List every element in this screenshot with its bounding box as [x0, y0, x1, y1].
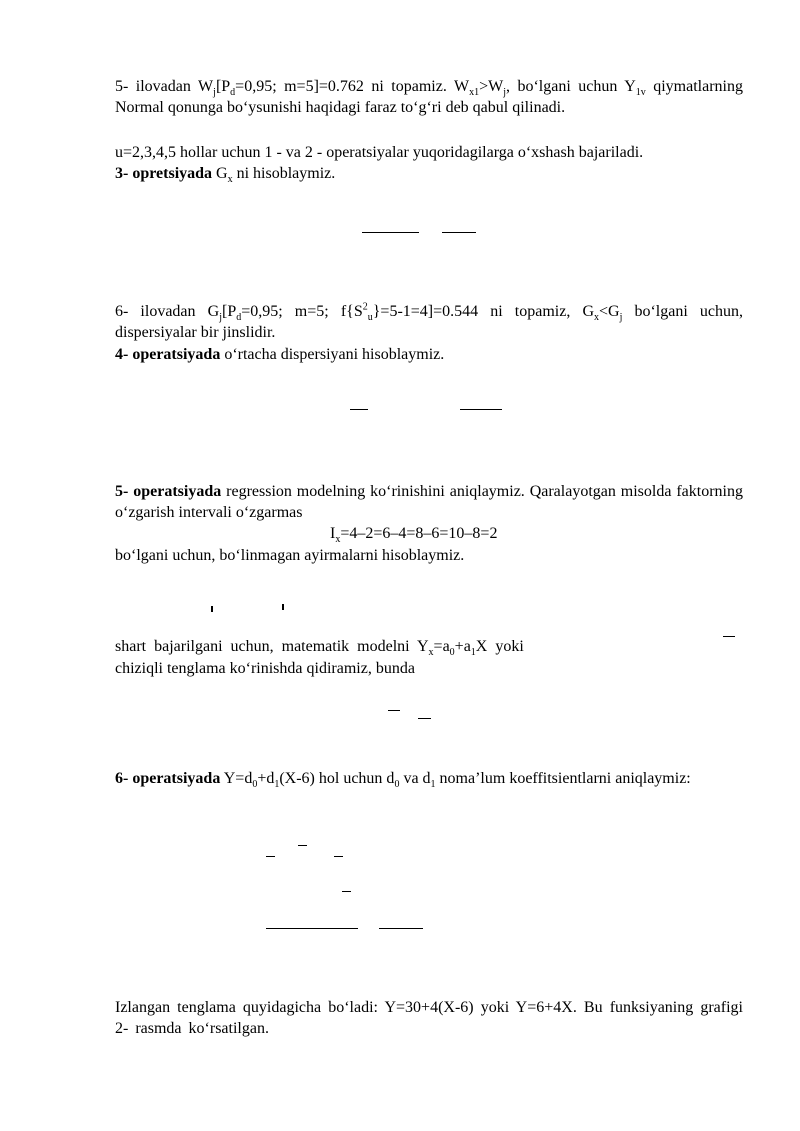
text: G: [212, 165, 228, 182]
formula-bar: [298, 845, 307, 846]
text: +d: [257, 770, 275, 787]
formula-bar: [342, 891, 351, 892]
text: <G: [599, 303, 620, 320]
step-heading: 4- operatsiyada: [115, 346, 221, 363]
formula-mark: [211, 606, 213, 612]
subscript: 1: [470, 647, 476, 659]
subscript: 0: [252, 779, 258, 791]
subscript: 1: [274, 779, 280, 791]
formula-bar: [418, 718, 431, 719]
subscript: j: [213, 87, 216, 99]
superscript: 2: [362, 301, 368, 313]
text: qiymatlarning Normal qonunga bo‘ysunishi haqidagi faraz to‘g‘ri deb qabul qilinadi.: [115, 78, 743, 116]
text: 6- ilovadan G: [115, 303, 220, 320]
text: Izlangan tenglama quyidagicha bo‘ladi: Y=30+4(X-6) yoki Y=6+4X. Bu funksiyaning grafigi 2- rasmda ko‘rsatilgan.: [115, 999, 743, 1037]
subscript: 0: [394, 779, 400, 791]
text: =a: [433, 638, 450, 655]
text: regression modelning ko‘rinishini aniqlaymiz. Qaralayotgan misolda faktorning o‘zgarish intervali o‘zgarmas: [115, 483, 744, 521]
text: shart bajarilgani uchun, matematik modelni Y: [115, 638, 429, 655]
step-heading: 3- opretsiyada: [115, 165, 213, 182]
formula-bar: [334, 856, 343, 857]
paragraph-differences: [115, 545, 743, 566]
subscript: u: [367, 312, 373, 324]
text: chiziqli tenglama ko‘rinishda qidiramiz, bunda: [115, 660, 415, 677]
subscript: j: [619, 312, 623, 324]
subscript: 1: [430, 779, 436, 791]
text: bo‘lgani uchun, dispersiyalar bir jinslidir.: [115, 303, 744, 341]
model-sentence-cont: [115, 658, 415, 679]
formula-fraction-bar: [266, 928, 358, 929]
formula-fraction-bar: [460, 409, 502, 410]
paragraph-step-6: [115, 768, 743, 789]
text: [P: [215, 78, 231, 95]
text: , bo‘lgani uchun Y: [506, 78, 636, 95]
text: u=2,3,4,5 hollar uchun 1 - va 2 - operatsiyalar yuqoridagilarga o‘xshash bajariladi.: [115, 144, 644, 161]
subscript: x: [428, 647, 434, 659]
text: 5- ilovadan W: [115, 78, 214, 95]
step-heading: 6- operatsiyada: [115, 770, 221, 787]
subscript: x: [335, 534, 341, 546]
subscript: 0: [449, 647, 455, 659]
formula-bar: [388, 710, 400, 711]
subscript: j: [503, 87, 507, 99]
paragraph-wilk-test: [115, 76, 743, 118]
paragraph-cochran-test: [115, 301, 743, 343]
formula-fraction-bar: [442, 232, 476, 233]
text: =0,95; m=5; f{S: [241, 303, 363, 320]
text: +a: [454, 638, 471, 655]
text: X yoki: [475, 638, 524, 655]
subscript: d: [230, 87, 236, 99]
subscript: x: [594, 312, 600, 324]
text: bo‘lgani uchun, bo‘linmagan ayirmalarni hisoblaymiz.: [115, 547, 465, 564]
formula-fraction-bar: [362, 232, 419, 233]
interval-formula: [330, 523, 497, 544]
formula-mark: [282, 604, 284, 610]
paragraph-operations-repeat: [115, 142, 743, 163]
formula-fraction-bar: [350, 409, 368, 410]
subscript: 1v: [635, 87, 646, 99]
text: o‘rtacha dispersiyani hisoblaymiz.: [220, 346, 445, 363]
subscript: d: [236, 312, 242, 324]
paragraph-step-4: [115, 344, 743, 365]
text: }=5-1=4]=0.544 ni topamiz, G: [372, 303, 595, 320]
paragraph-result-equation: [115, 997, 743, 1039]
text: [P: [221, 303, 237, 320]
subscript: j: [219, 312, 222, 324]
step-heading: 5- operatsiyada: [115, 483, 222, 500]
paragraph-step-5: [115, 481, 743, 523]
formula-bar: [723, 636, 735, 637]
formula-bar: [266, 856, 275, 857]
text: I: [330, 525, 336, 542]
model-sentence: [115, 636, 524, 657]
text: =0,95; m=5]=0.762 ni topamiz. W: [235, 78, 470, 95]
text: ni hisoblaymiz.: [232, 165, 336, 182]
paragraph-step-3: [115, 163, 743, 184]
formula-fraction-bar: [379, 928, 423, 929]
text: noma’lum koeffitsientlarni aniqlaymiz:: [435, 770, 691, 787]
text: =4–2=6–4=8–6=10–8=2: [340, 525, 498, 542]
text: (X-6) hol uchun d: [279, 770, 395, 787]
text: va d: [399, 770, 431, 787]
subscript: x1: [469, 87, 480, 99]
text: >W: [479, 78, 504, 95]
subscript: x: [227, 174, 233, 186]
text: Y=d: [220, 770, 253, 787]
